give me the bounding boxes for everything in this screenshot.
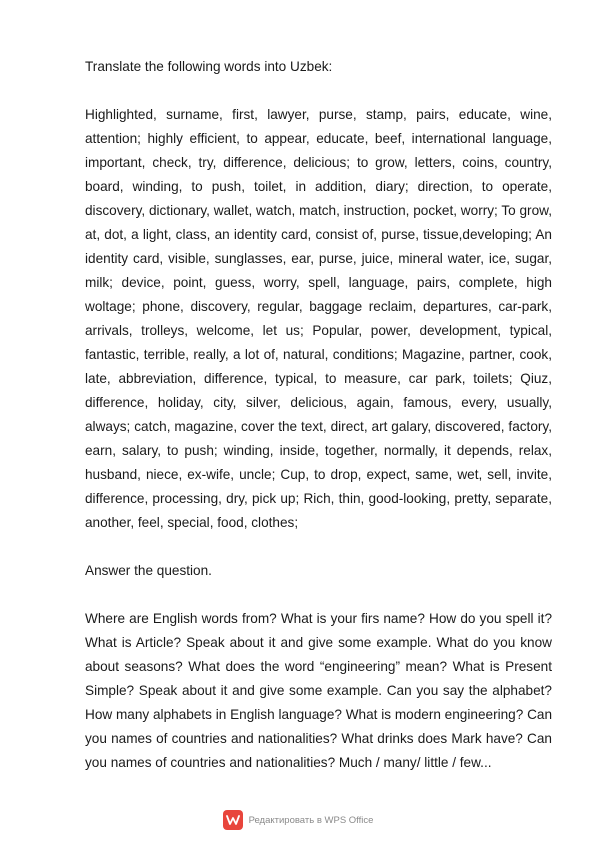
wps-edit-label[interactable]: Редактировать в WPS Office — [248, 814, 374, 826]
wps-office-icon — [223, 810, 243, 830]
answer-heading: Answer the question. — [85, 563, 212, 578]
questions-paragraph: Where are English words from? What is your firs name? How do you spell it? What is Article? Speak about it and give some example. What do you know about seasons? What does the word “engineering” mean? What is Present Simple? Speak about it and give some example. Can you say the alphabet? How many alphabets in English language? What is modern engineering? Can you names of countries and nationalities? What drinks does Mark have? Can you names of countries and nationalities? Much / many/ little / few... — [85, 611, 553, 770]
translate-heading: Translate the following words into Uzbek: — [85, 59, 333, 74]
spacer — [85, 535, 552, 559]
spacer — [85, 79, 552, 103]
document-page — [85, 55, 552, 775]
wps-edit-link[interactable] — [0, 810, 596, 830]
spacer — [85, 583, 552, 607]
vocabulary-paragraph: Highlighted, surname, first, lawyer, purse, stamp, pairs, educate, wine, attention; highly efficient, to appear, educate, beef, international language, important, check, try, difference, delicious; to grow, letters, coins, country, board, winding, to push, toilet, in addition, diary; direction, to operate, discovery, dictionary, wallet, watch, match, instruction, pocket, worry; To grow, at, dot, a light, class, an identity card, consist of, purse, tissue,developing; An identity card, visible, sunglasses, ear, purse, juice, mineral water, ice, sugar, milk; device, point, guess, worry, spell, language, pairs, complete, high woltage; phone, discovery, regular, baggage reclaim, departures, car-park, arrivals, trolleys, welcome, let us; Popular, power, development, typical, fantastic, terrible, really, a lot of, natural, conditions; Magazine, partner, cook, late, abbreviation, difference, typical, to measure, car park, toilets; Qiuz, difference, holiday, city, silver, delicious, again, famous, every, usually, always; catch, magazine, cover the text, direct, art galary, discovered, factory, earn, salary, to push; winding, inside, together, normally, it depends, relax, husband, niece, ex-wife, uncle; Cup, to drop, expect, same, wet, sell, invite, difference, processing, dry, pick up; Rich, thin, good-looking, pretty, separate, another, feel, special, food, clothes; — [85, 107, 552, 530]
